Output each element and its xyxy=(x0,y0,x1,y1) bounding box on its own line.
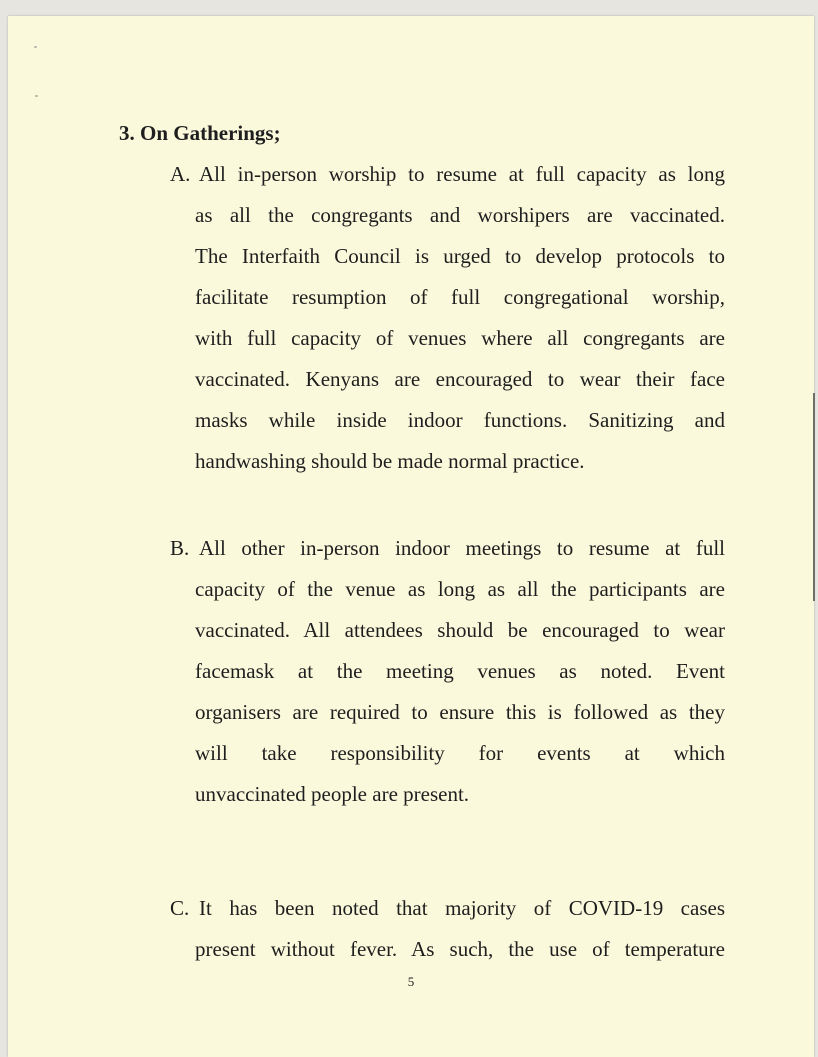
page-edge-shadow xyxy=(813,393,815,601)
item-line: masks while inside indoor functions. Sanitizing and xyxy=(195,408,725,432)
item-line: present without fever. As such, the use of temperature xyxy=(195,937,725,961)
paper-speck xyxy=(34,46,37,48)
item-line: All in-person worship to resume at full capacity as long xyxy=(199,162,725,186)
item-letter: A. xyxy=(170,162,191,186)
item-letter: C. xyxy=(170,896,190,920)
item-line: vaccinated. All attendees should be encouraged to wear xyxy=(195,618,725,642)
item-line: The Interfaith Council is urged to develop protocols to xyxy=(195,244,725,268)
document-page xyxy=(8,16,814,1057)
item-line: with full capacity of venues where all congregants are xyxy=(195,326,725,350)
item-letter: B. xyxy=(170,536,190,560)
item-line: It has been noted that majority of COVID-19 cases xyxy=(199,896,725,920)
paper-speck xyxy=(35,95,38,97)
item-line: facemask at the meeting venues as noted. Event xyxy=(195,659,725,683)
item-line: facilitate resumption of full congregational worship, xyxy=(195,285,725,309)
item-line: All other in-person indoor meetings to resume at full xyxy=(199,536,725,560)
page-number: 5 xyxy=(407,974,415,989)
section-heading: 3. On Gatherings; xyxy=(119,121,281,145)
item-line: unvaccinated people are present. xyxy=(195,782,470,806)
item-line: capacity of the venue as long as all the participants are xyxy=(195,577,725,601)
item-line: vaccinated. Kenyans are encouraged to wear their face xyxy=(195,367,725,391)
item-line: organisers are required to ensure this is followed as they xyxy=(195,700,725,724)
item-line: as all the congregants and worshipers are vaccinated. xyxy=(195,203,725,227)
item-line: will take responsibility for events at which xyxy=(195,741,725,765)
item-line: handwashing should be made normal practice. xyxy=(195,449,585,473)
